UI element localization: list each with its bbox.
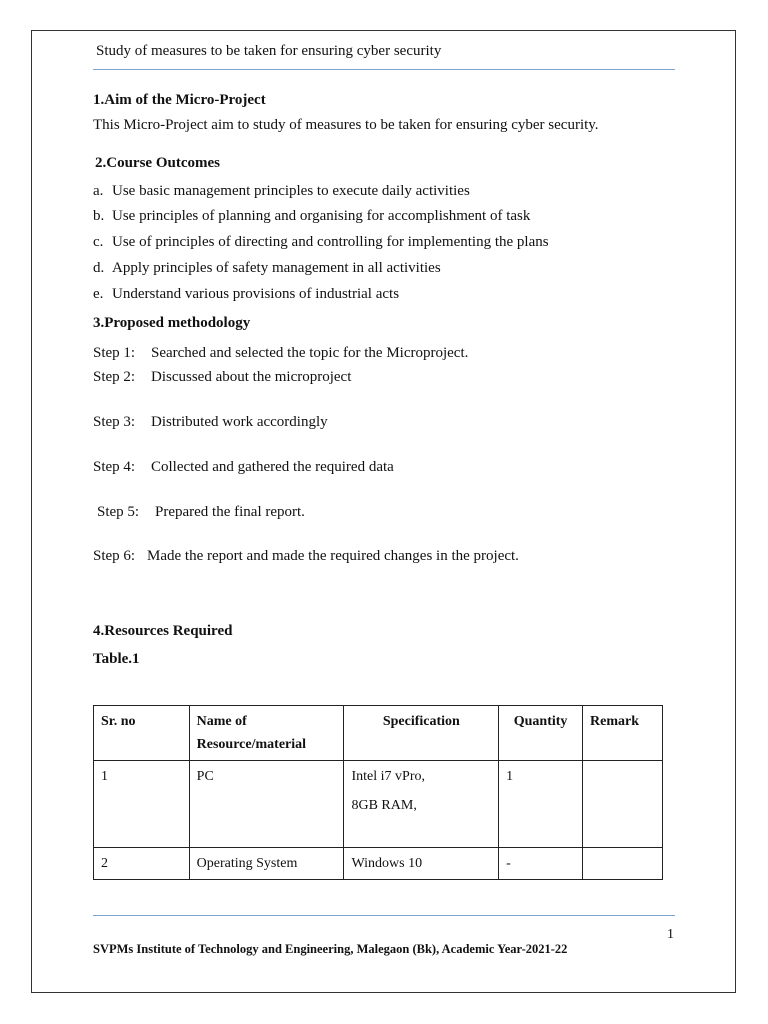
step-text: Made the report and made the required changes in the project. (147, 548, 519, 564)
outcome-text: Use principles of planning and organising for accomplishment of task (112, 208, 531, 224)
header-remark: Remark (583, 706, 663, 761)
outcome-item-e (93, 286, 399, 303)
step-3 (93, 414, 328, 431)
step-text: Distributed work accordingly (151, 414, 328, 430)
outcome-marker: b. (93, 208, 105, 224)
outcome-text: Use basic management principles to execute daily activities (112, 183, 470, 199)
header-name-line2: Resource/material (196, 737, 307, 752)
cell-remark (583, 761, 663, 848)
header-sr-no: Sr. no (94, 706, 190, 761)
step-2 (93, 369, 351, 386)
header-name-line1: Name of (196, 714, 247, 729)
step-label: Step 6: (93, 548, 136, 564)
step-label: Step 2: (93, 369, 136, 385)
step-text: Collected and gathered the required data (151, 459, 394, 475)
step-4 (93, 459, 394, 476)
outcome-item-d (93, 260, 441, 277)
outcome-text: Apply principles of safety management in all activities (112, 260, 441, 276)
footer-text: SVPMs Institute of Technology and Engineering, Malegaon (Bk), Academic Year-2021-22 (93, 942, 568, 956)
step-label: Step 4: (93, 459, 136, 475)
outcome-marker: e. (93, 286, 104, 302)
page-header-title: Study of measures to be taken for ensuring cyber security (96, 43, 442, 59)
outcome-text: Understand various provisions of industrial acts (112, 286, 400, 302)
step-5 (97, 504, 305, 521)
section1-heading: 1.Aim of the Micro-Project (93, 92, 266, 108)
step-label: Step 3: (93, 414, 136, 430)
section1-text: This Micro-Project aim to study of measures to be taken for ensuring cyber security. (93, 117, 599, 133)
step-label: Step 5: (97, 504, 140, 520)
header-rule (93, 69, 675, 70)
cell-spec (344, 761, 499, 848)
cell-sr: 1 (94, 761, 190, 848)
section4-heading: 4.Resources Required (93, 623, 233, 639)
outcome-item-b (93, 208, 530, 225)
step-6 (93, 548, 519, 565)
outcome-item-a (93, 183, 470, 200)
header-specification: Specification (344, 706, 499, 761)
step-text: Discussed about the microproject (151, 369, 352, 385)
cell-qty: 1 (499, 761, 583, 848)
page-number: 1 (667, 927, 674, 942)
header-quantity: Quantity (499, 706, 583, 761)
outcome-marker: c. (93, 234, 104, 250)
table-row (94, 761, 663, 848)
step-label: Step 1: (93, 345, 136, 361)
table-caption: Table.1 (93, 651, 140, 667)
outcome-marker: a. (93, 183, 104, 199)
spec-line1: Intel i7 vPro, (351, 769, 425, 784)
step-1 (93, 345, 468, 362)
cell-spec: Windows 10 (344, 848, 499, 880)
cell-remark (583, 848, 663, 880)
step-text: Searched and selected the topic for the Microproject. (151, 345, 469, 361)
section3-heading: 3.Proposed methodology (93, 315, 251, 331)
step-text: Prepared the final report. (155, 504, 305, 520)
table-header-row (94, 706, 663, 761)
cell-name: Operating System (189, 848, 344, 880)
footer-rule (93, 915, 675, 916)
outcome-text: Use of principles of directing and controlling for implementing the plans (112, 234, 549, 250)
cell-sr: 2 (94, 848, 190, 880)
section2-heading: 2.Course Outcomes (95, 155, 220, 171)
outcome-marker: d. (93, 260, 105, 276)
header-resource-name (189, 706, 344, 761)
table-row (94, 848, 663, 880)
spec-line2: 8GB RAM, (351, 798, 417, 813)
resources-table (93, 705, 663, 880)
cell-name: PC (189, 761, 344, 848)
cell-qty: - (499, 848, 583, 880)
outcome-item-c (93, 234, 549, 251)
